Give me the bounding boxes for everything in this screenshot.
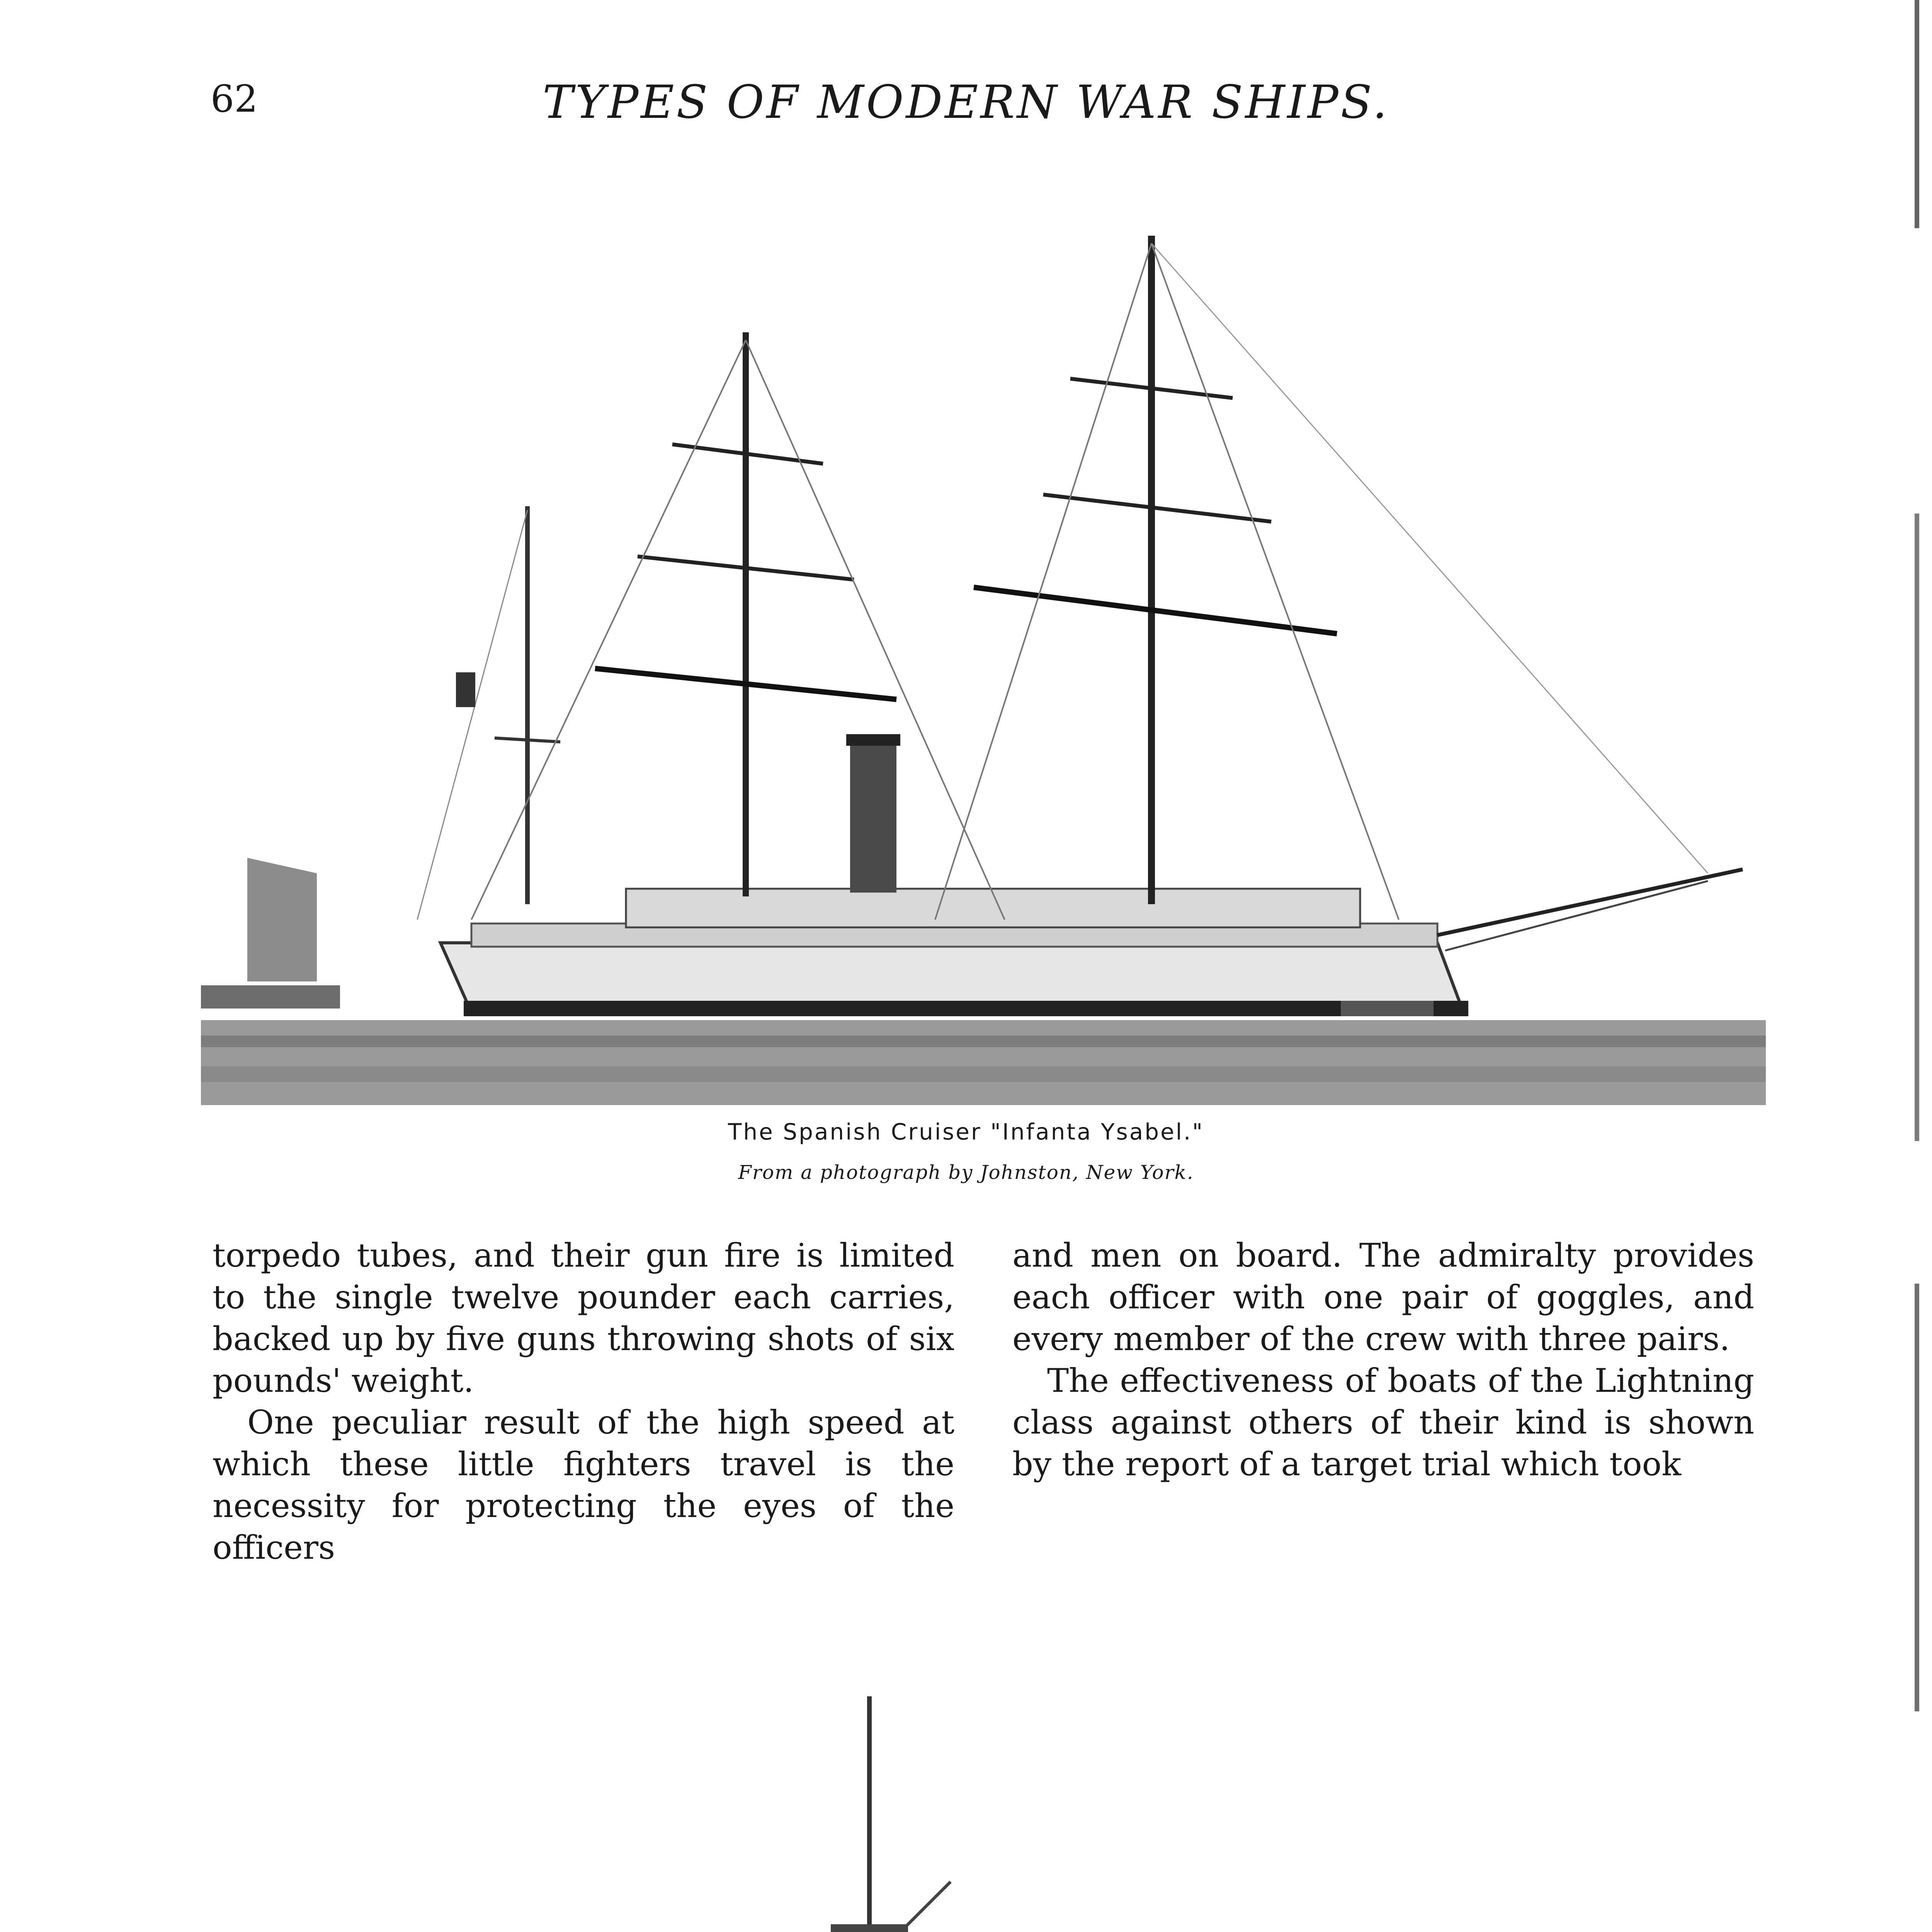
body-paragraph: and men on board. The admiralty provides each officer with one pair of goggles, and every member of the crew with three pairs. xyxy=(1012,1236,1754,1358)
battleship-illustration xyxy=(216,1696,1754,1932)
body-right-column xyxy=(1012,1235,1754,1485)
scan-right-edge xyxy=(1915,0,1919,1932)
body-paragraph: One peculiar result of the high speed at which these little fighters travel is the necessity for protecting the eyes of the officers xyxy=(213,1403,954,1566)
cruiser-photo-credit: From a photograph by Johnston, New York. xyxy=(738,1161,1194,1184)
body-paragraph: torpedo tubes, and their gun fire is limited to the single twelve pounder each carries, backed up by five guns throwing shots of six pounds' weight. xyxy=(213,1236,954,1400)
cruiser-illustration xyxy=(201,216,1766,1105)
battleship-photo xyxy=(216,1696,1754,1932)
page-number: 62 xyxy=(211,77,258,121)
cruiser-photo xyxy=(201,216,1766,1105)
body-left-column xyxy=(213,1235,954,1568)
cruiser-caption: The Spanish Cruiser "Infanta Ysabel." xyxy=(728,1119,1204,1145)
running-title: TYPES OF MODERN WAR SHIPS. xyxy=(543,75,1389,129)
body-paragraph: The effectiveness of boats of the Lightning class against others of their kind is shown by the report of a target trial which took xyxy=(1012,1362,1754,1483)
